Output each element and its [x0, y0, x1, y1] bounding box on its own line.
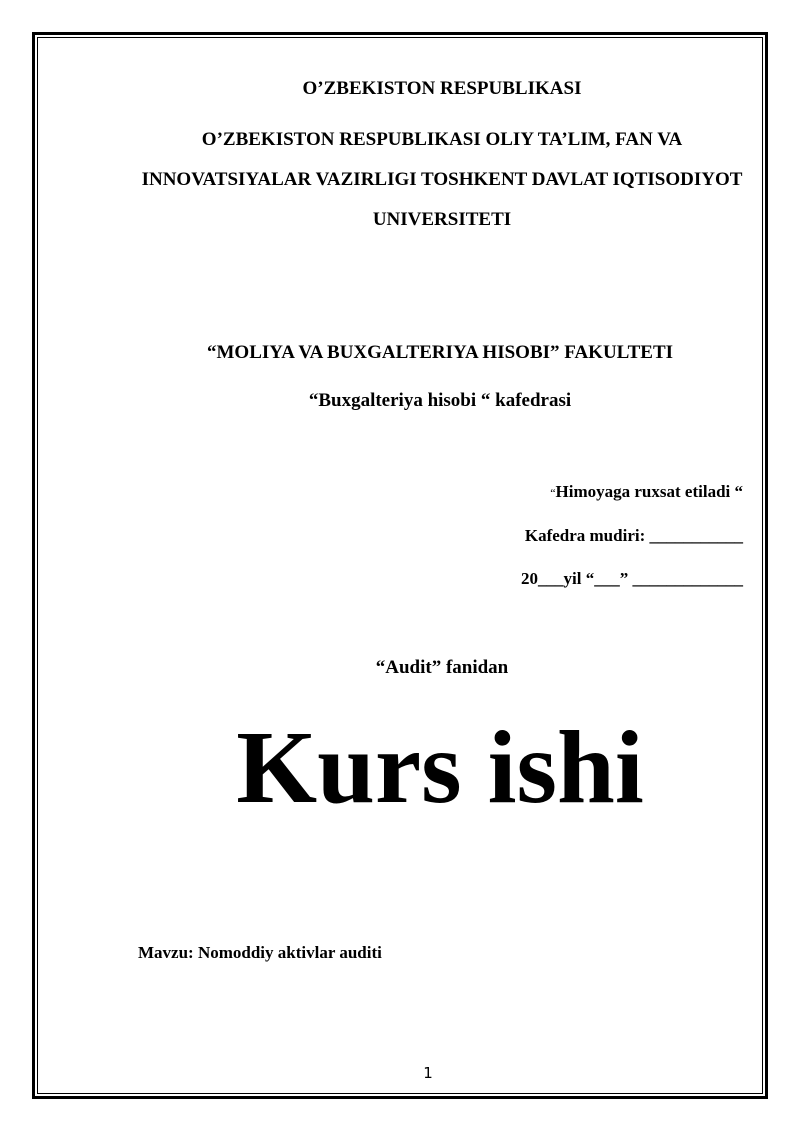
country-heading: O’ZBEKISTON RESPUBLIKASI [302, 78, 582, 99]
topic-line: Mavzu: Nomoddiy aktivlar auditi [138, 943, 382, 962]
approval-date: 20___yil “___” _____________ [521, 569, 743, 588]
approval-line-1 [550, 482, 743, 502]
page-number: 1 [423, 1064, 433, 1082]
subject-line: “Audit” fanidan [375, 657, 509, 678]
document-title: Kurs ishi [236, 710, 644, 825]
ministry-heading: O’ZBEKISTON RESPUBLIKASI OLIY TA’LIM, FAN VA INNOVATSIYALAR VAZIRLIGI TOSHKENT DAVLAT IQTISODIYOT UNIVERSITETI [141, 129, 743, 230]
faculty-heading: “MOLIYA VA BUXGALTERIYA HISOBI” FAKULTETI [206, 342, 674, 363]
department-heading: “Buxgalteriya hisobi “ kafedrasi [308, 390, 572, 411]
approval-open-quote: “ [550, 486, 556, 500]
approval-text: Himoyaga ruxsat etiladi “ [555, 482, 743, 501]
approval-head-of-department: Kafedra mudiri: ___________ [524, 526, 743, 545]
